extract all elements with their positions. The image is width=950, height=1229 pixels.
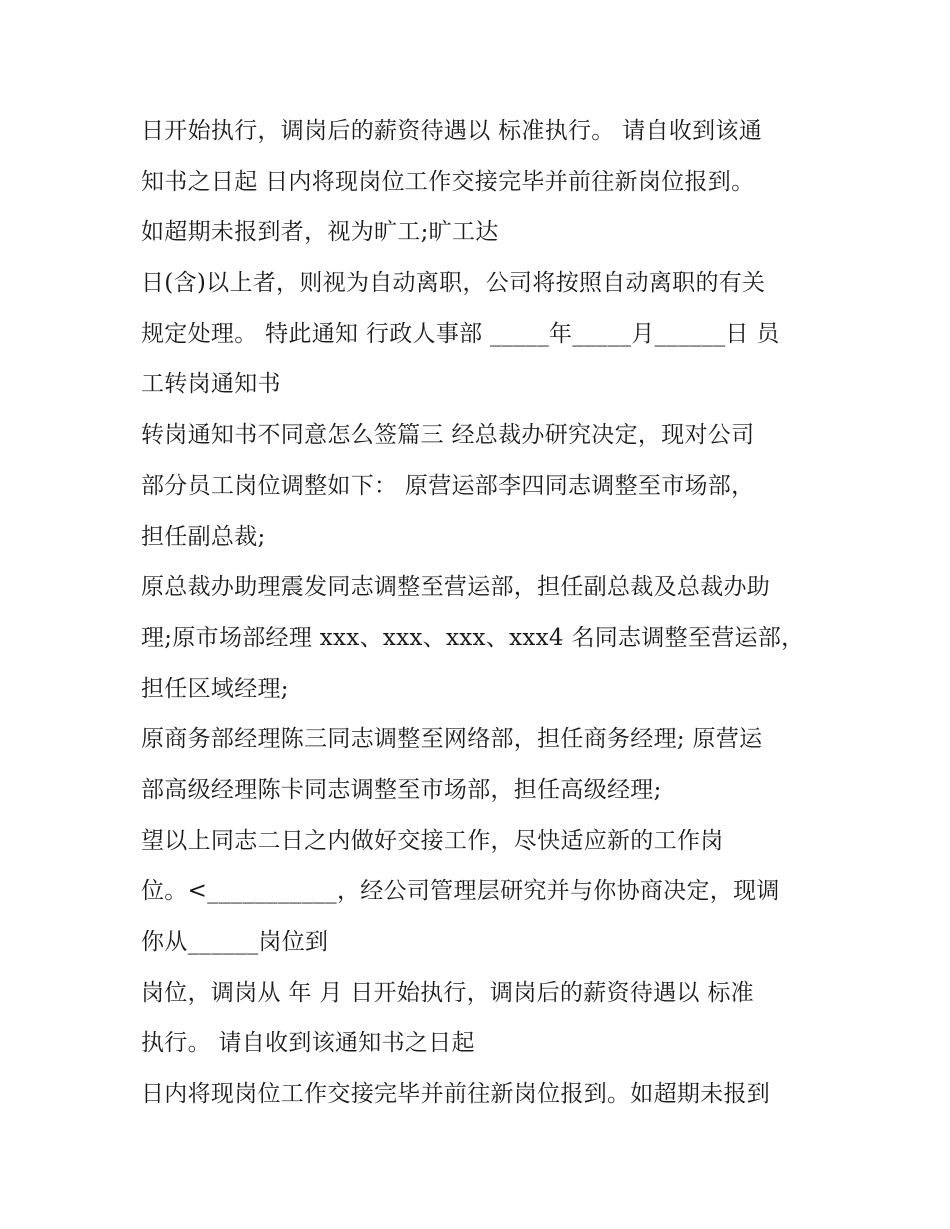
- text-line: 如超期未报到者，视为旷工;旷工达: [141, 219, 499, 246]
- text-line: 位。<___________，经公司管理层研究并与你协商决定，现调: [141, 878, 780, 905]
- text-line: 日(含)以上者，则视为自动离职，公司将按照自动离职的有关: [141, 270, 766, 297]
- text-line: 担任区域经理;: [141, 675, 289, 702]
- text-line: 部高级经理陈卡同志调整至市场部，担任高级经理;: [141, 776, 662, 803]
- text-line: 部分员工岗位调整如下： 原营运部李四同志调整至市场部，: [141, 472, 755, 499]
- text-line: 望以上同志二日之内做好交接工作，尽快适应新的工作岗: [141, 827, 724, 854]
- text-line: 执行。 请自收到该通知书之日起: [141, 1030, 475, 1057]
- text-line: 规定处理。 特此通知 行政人事部 _____年_____月______日 员: [141, 320, 780, 347]
- text-line: 工转岗通知书: [141, 371, 281, 398]
- body-text: [141, 106, 841, 1120]
- text-line: 日内将现岗位工作交接完毕并前往新岗位报到。如超期未报到: [141, 1081, 771, 1108]
- text-line: 转岗通知书不同意怎么签篇三 经总裁办研究决定，现对公司: [141, 422, 755, 449]
- text-line: 日开始执行，调岗后的薪资待遇以 标准执行。 请自收到该通: [141, 118, 763, 144]
- text-line: 原总裁办助理震发同志调整至营运部，担任副总裁及总裁办助: [141, 574, 771, 601]
- text-line: 知书之日起 日内将现岗位工作交接完毕并前往新岗位报到。: [141, 168, 755, 195]
- text-line: 你从______岗位到: [141, 929, 329, 955]
- text-line: 岗位，调岗从 年 月 日开始执行，调岗后的薪资待遇以 标准: [141, 979, 754, 1006]
- text-line: 原商务部经理陈三同志调整至网络部，担任商务经理; 原营运: [141, 726, 763, 753]
- text-line: 担任副总裁;: [141, 523, 266, 550]
- text-line: 理;原市场部经理 xxx、xxx、xxx、xxx4 名同志调整至营运部，: [141, 624, 805, 651]
